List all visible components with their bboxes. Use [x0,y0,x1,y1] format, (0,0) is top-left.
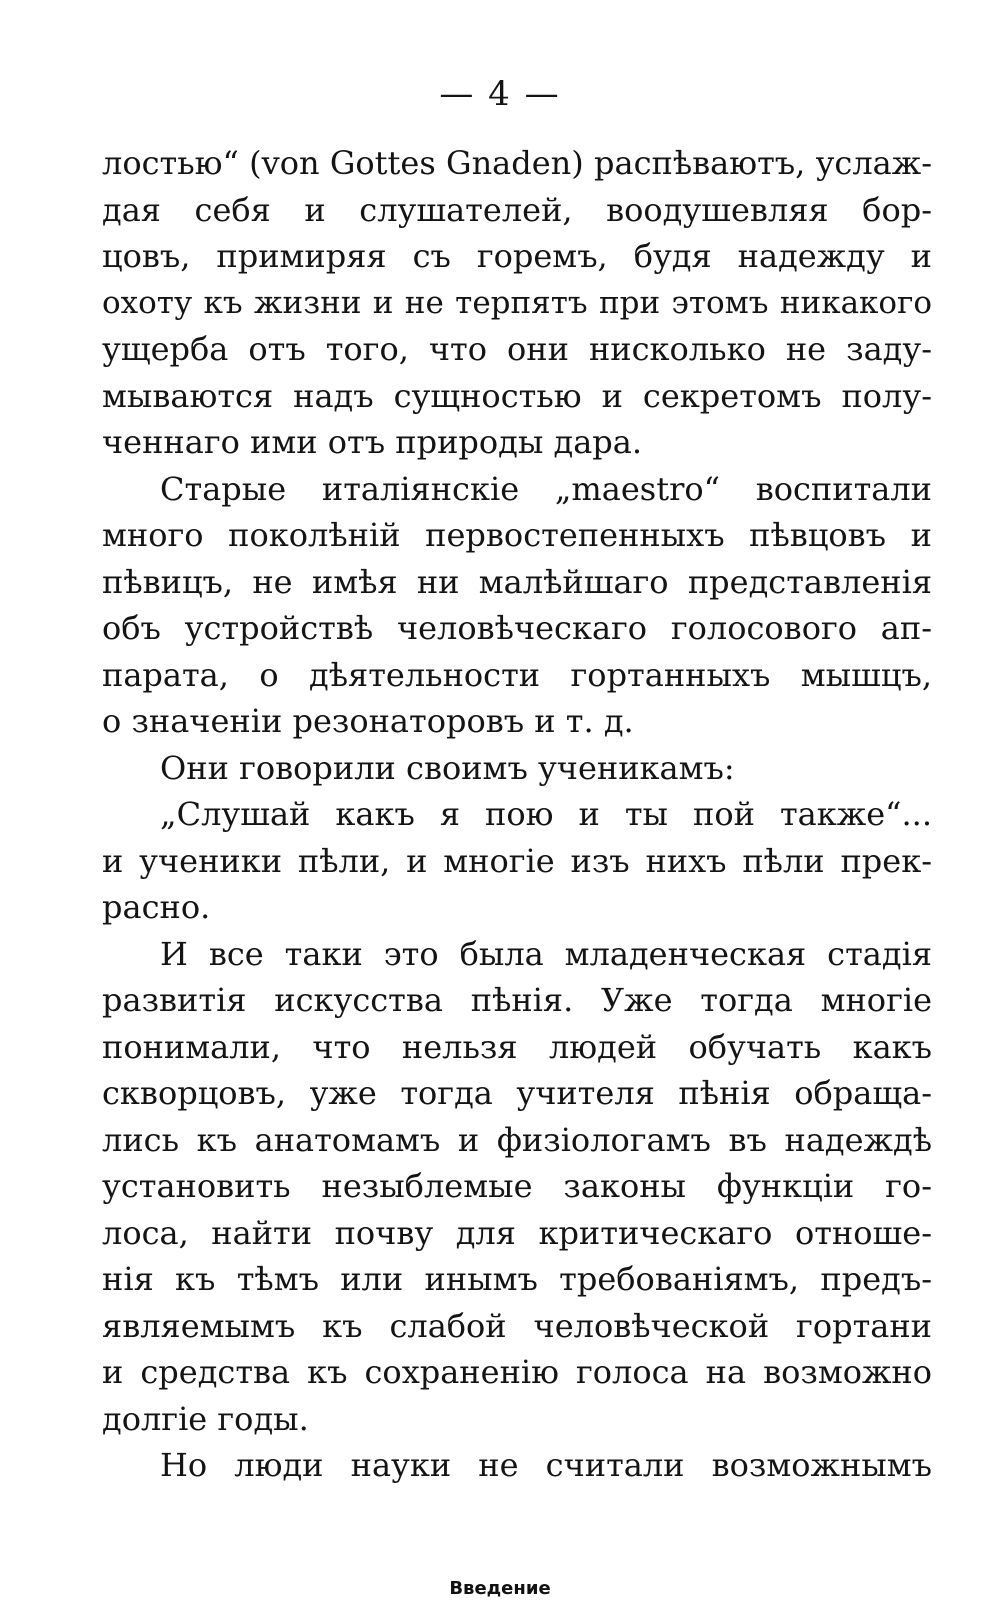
text-line: лостью“ (von Gottes Gnaden) распѣваютъ, услаж- [102,144,932,182]
page-number: — 4 — [439,74,561,114]
text-line: ущерба отъ того, что они нисколько не заду- [102,330,932,368]
text-line: являемымъ къ слабой человѣческой гортани [102,1306,932,1345]
paragraph-start-line: Старые италіянскіе „maestro“ воспитали [160,469,932,508]
paragraph-start-line: И все таки это была младенческая стадія [160,934,932,973]
text-line: мываются надъ сущностью и секретомъ полу- [102,376,932,415]
text-line: лись къ анатомамъ и физіологамъ въ надеждѣ [102,1120,932,1159]
body-text [102,140,932,1489]
paragraph-start-line: Но люди науки не считали возможнымъ [160,1446,932,1484]
text-line: ченнаго ими отъ природы дара. [102,423,642,461]
text-line: установить незыблемые законы функціи го- [102,1167,932,1205]
text-line: объ устройствѣ человѣческаго голосового ап- [102,609,932,647]
text-line: долгіе годы. [102,1399,309,1438]
text-line: развитія искусства пѣнія. Уже тогда многіе [102,981,932,1019]
text-line: охоту къ жизни и не терпятъ при этомъ никакого [102,284,932,321]
text-line: и ученики пѣли, и многіе изъ нихъ пѣли прек- [102,841,932,880]
footer-section-title: Введение [449,1578,551,1599]
text-line: скворцовъ, уже тогда учителя пѣнія обраща- [102,1074,932,1112]
text-line: нія къ тѣмъ или инымъ требованіямъ, предъ- [102,1260,932,1298]
text-line: о значеніи резонаторовъ и т. д. [102,702,634,740]
text-line: лоса, найти почву для критическаго отноше- [102,1213,932,1252]
text-line: много поколѣній первостепенныхъ пѣвцовъ и [102,516,932,554]
text-line: и средства къ сохраненію голоса на возможно [102,1353,932,1391]
text-line: парата, о дѣятельности гортанныхъ мышцъ, [102,655,932,694]
text-line: дая себя и слушателей, воодушевляя бор- [102,190,932,229]
text-line: цовъ, примиряя съ горемъ, будя надежду и [102,237,932,275]
text-line: расно. [102,888,211,926]
quote-line: „Слушай какъ я пою и ты пой также“... [160,795,932,833]
text-line: пѣвицъ, не имѣя ни малѣйшаго представленія [102,562,932,601]
text-line: понимали, что нельзя людей обучать какъ [102,1027,932,1066]
paragraph-start-line: Они говорили своимъ ученикамъ: [160,748,735,787]
